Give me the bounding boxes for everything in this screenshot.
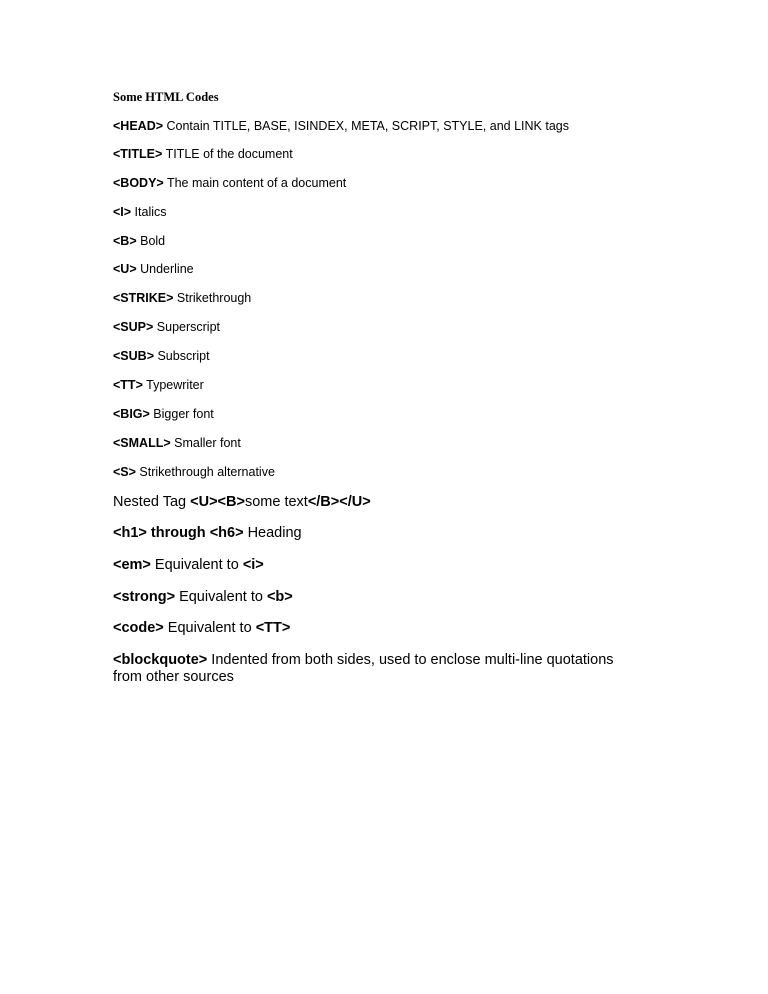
tag-name: <h1>	[113, 525, 147, 541]
tag-description: Contain TITLE, BASE, ISINDEX, META, SCRIPT, STYLE, and LINK tags	[163, 119, 569, 133]
tag-name: <h6>	[209, 525, 244, 541]
tag-name: <em>	[113, 557, 151, 573]
code-line-headings	[113, 525, 302, 542]
tag-name: <STRIKE>	[113, 291, 174, 305]
tag-description: Underline	[136, 262, 194, 276]
tag-description: Equivalent to	[175, 589, 267, 605]
code-line-em	[113, 557, 264, 574]
code-line-big	[113, 406, 214, 422]
code-line-italics	[113, 204, 167, 220]
tag-name: <U>	[113, 262, 137, 276]
tag-description: Bigger font	[149, 407, 214, 421]
tag-description: TITLE of the document	[162, 147, 293, 161]
nested-open-tags: <U><B>	[190, 494, 245, 510]
tag-name: <B>	[113, 234, 137, 248]
tag-name: <S>	[113, 465, 136, 479]
code-line-sub	[113, 348, 210, 364]
tag-name: <strong>	[113, 589, 176, 605]
code-line-s	[113, 464, 275, 480]
code-line-blockquote	[113, 652, 633, 686]
tag-name: <SUP>	[113, 320, 154, 334]
tag-description: The main content of a document	[163, 176, 347, 190]
tag-name: <blockquote>	[113, 652, 208, 668]
tag-description: Typewriter	[142, 378, 204, 392]
code-line-underline	[113, 261, 194, 277]
tag-description: Smaller font	[170, 436, 241, 450]
tag-name: <TT>	[113, 378, 143, 392]
code-line-nested	[113, 494, 371, 511]
tag-name: <SUB>	[113, 349, 154, 363]
code-line-code	[113, 620, 290, 637]
code-line-title	[113, 146, 293, 162]
tag-description: Strikethrough	[173, 291, 252, 305]
tag-description: Subscript	[154, 349, 210, 363]
tag-description: Indented from both sides, used to enclose multi-line quotations from other sources	[113, 652, 614, 685]
tag-description: Equivalent to	[163, 620, 256, 636]
tag-name: <BIG>	[113, 407, 150, 421]
tag-name: <TITLE>	[113, 147, 163, 161]
equivalent-tag: <b>	[266, 589, 293, 605]
tag-name: <BODY>	[113, 176, 164, 190]
code-line-tt	[113, 377, 204, 393]
tag-description: Strikethrough alternative	[135, 465, 275, 479]
tag-name: <SMALL>	[113, 436, 171, 450]
equivalent-tag: <TT>	[255, 620, 291, 636]
through-word: through	[146, 525, 210, 541]
code-line-small	[113, 435, 241, 451]
nested-prefix: Nested Tag	[113, 494, 191, 510]
code-line-bold	[113, 233, 165, 249]
tag-description: Heading	[243, 525, 302, 541]
document-title: Some HTML Codes	[113, 90, 219, 104]
code-line-head	[113, 118, 569, 134]
tag-description: Superscript	[153, 320, 221, 334]
code-line-sup	[113, 319, 220, 335]
code-line-strong	[113, 589, 293, 606]
nested-text: some text	[244, 494, 308, 510]
code-line-body	[113, 175, 346, 191]
tag-description: Italics	[131, 205, 167, 219]
tag-description: Equivalent to	[150, 557, 243, 573]
equivalent-tag: <i>	[242, 557, 264, 573]
document-page	[113, 0, 733, 994]
tag-name: <HEAD>	[113, 119, 164, 133]
code-line-strike	[113, 290, 251, 306]
tag-description: Bold	[136, 234, 166, 248]
nested-close-tags: </B></U>	[307, 494, 371, 510]
tag-name: <I>	[113, 205, 132, 219]
tag-name: <code>	[113, 620, 164, 636]
